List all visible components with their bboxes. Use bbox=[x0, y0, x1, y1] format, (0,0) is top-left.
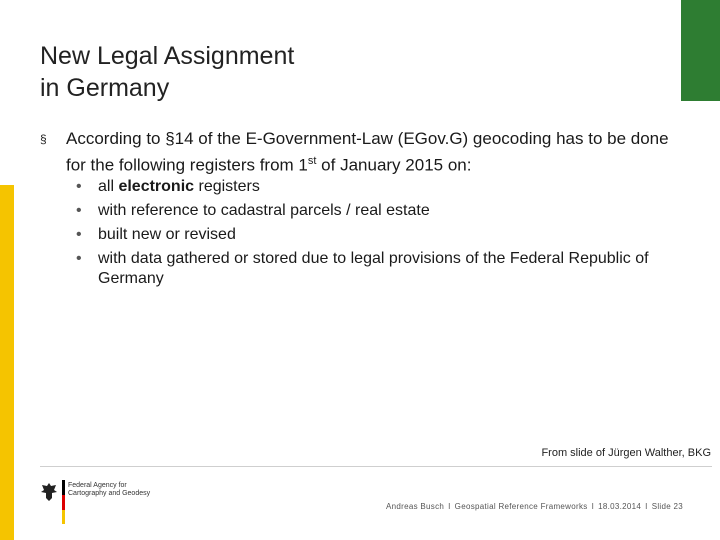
main-bullet-text-after: of January 2015 on: bbox=[316, 155, 472, 175]
footer-separator: I bbox=[448, 502, 451, 511]
title-line-1: New Legal Assignment bbox=[40, 42, 295, 70]
list-item bbox=[70, 177, 670, 197]
slide-title bbox=[40, 40, 294, 104]
flag-stripe bbox=[62, 480, 65, 524]
bullet-dot: • bbox=[76, 226, 82, 243]
list-item-text: built new or revised bbox=[98, 226, 236, 243]
footer-separator: I bbox=[591, 502, 595, 511]
bullet-dot: • bbox=[76, 178, 82, 195]
sub-bullet-list bbox=[70, 177, 670, 293]
footer-author: Andreas Busch bbox=[385, 502, 445, 511]
title-line-2: in Germany bbox=[40, 74, 170, 102]
list-item bbox=[70, 249, 670, 289]
bullet-dot: • bbox=[76, 202, 82, 219]
footer-slide-number: Slide 23 bbox=[651, 502, 683, 511]
list-item-text: with data gathered or stored due to legal provisions of the Federal Republic of Germany bbox=[98, 250, 649, 287]
main-bullet-superscript: st bbox=[307, 155, 317, 167]
corner-accent-green bbox=[681, 0, 720, 101]
list-item-bold: electronic bbox=[118, 178, 195, 195]
footer-separator: I bbox=[645, 502, 648, 511]
agency-logo bbox=[40, 480, 150, 526]
list-item-text-suffix: registers bbox=[194, 178, 260, 195]
list-item-text: all bbox=[98, 178, 119, 195]
list-item-text: with reference to cadastral parcels / real estate bbox=[98, 202, 430, 219]
list-item bbox=[70, 225, 670, 245]
main-bullet-text-before: According to §14 of the E-Government-Law (EGov.G) geocoding has to be done for the following registers from 1 bbox=[66, 129, 669, 175]
side-accent-yellow bbox=[0, 185, 14, 540]
footer-date: 18.03.2014 bbox=[598, 502, 642, 511]
list-item bbox=[70, 201, 670, 221]
section-marker: § bbox=[40, 132, 47, 146]
footer-divider bbox=[40, 466, 712, 467]
agency-name-line-2: Cartography and Geodesy bbox=[68, 490, 151, 497]
slide-footer bbox=[386, 502, 683, 511]
footer-topic: Geospatial Reference Frameworks bbox=[454, 502, 588, 511]
bullet-dot: • bbox=[76, 250, 82, 267]
main-bullet bbox=[40, 128, 690, 177]
main-bullet-text bbox=[66, 128, 690, 177]
source-credit: From slide of Jürgen Walther, BKG bbox=[541, 447, 711, 459]
agency-name bbox=[68, 482, 158, 498]
agency-name-line-1: Federal Agency for bbox=[68, 482, 127, 489]
eagle-icon bbox=[40, 482, 58, 502]
